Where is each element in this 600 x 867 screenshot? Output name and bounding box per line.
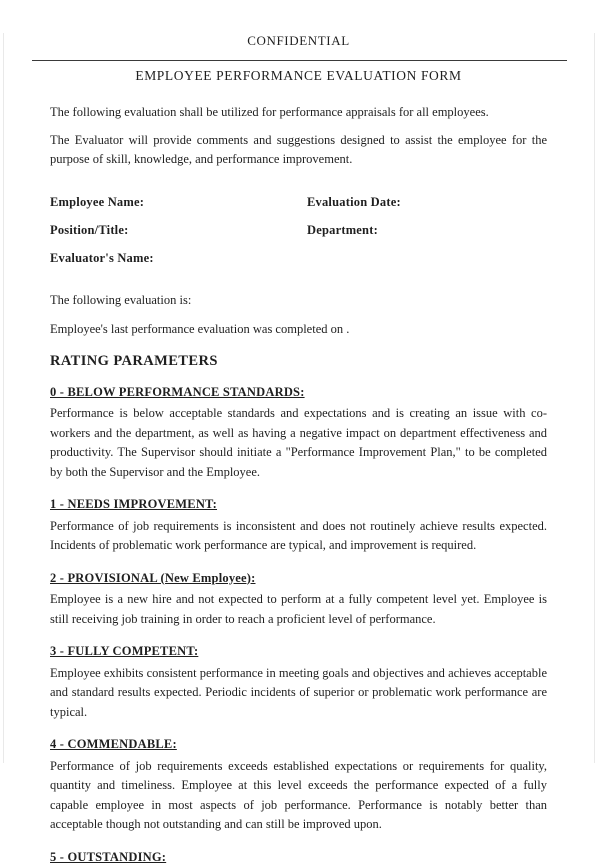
position-title-label: Position/Title: xyxy=(50,222,307,238)
employee-name-label: Employee Name: xyxy=(50,194,307,210)
rating-heading-4: 4 - COMMENDABLE: xyxy=(50,735,547,755)
field-row-3 xyxy=(50,250,547,266)
last-evaluation-statement: Employee's last performance evaluation was completed on . xyxy=(50,320,547,340)
evaluation-is-statement: The following evaluation is: xyxy=(50,291,547,311)
rating-parameters-header: RATING PARAMETERS xyxy=(50,352,547,370)
rating-heading-0: 0 - BELOW PERFORMANCE STANDARDS: xyxy=(50,383,547,403)
rating-heading-5: 5 - OUTSTANDING: xyxy=(50,848,547,867)
intro-paragraph-2: The Evaluator will provide comments and suggestions designed to assist the employee for the purpose of skill, knowledge, and performance improvement. xyxy=(50,131,547,170)
document-page xyxy=(0,33,600,763)
rating-section-0 xyxy=(50,383,547,483)
rating-body-3: Employee exhibits consistent performance in meeting goals and objectives and achieves acceptable and standard results expected. Periodic incidents of superior or problematic work performance are typical. xyxy=(50,664,547,723)
confidential-label: CONFIDENTIAL xyxy=(50,33,547,48)
field-row-1 xyxy=(50,194,547,210)
rating-heading-2: 2 - PROVISIONAL (New Employee): xyxy=(50,569,547,589)
rating-section-4 xyxy=(50,735,547,835)
document-content xyxy=(0,33,600,867)
rating-heading-3: 3 - FULLY COMPETENT: xyxy=(50,642,547,662)
rating-body-0: Performance is below acceptable standards and expectations and is creating an issue with co-workers and the department, as well as having a negative impact on department effectiveness and productivity. The Supervisor should initiate a "Performance Improvement Plan," to be completed by both the Supervisor and the Employee. xyxy=(50,404,547,482)
evaluation-date-label: Evaluation Date: xyxy=(307,194,401,210)
evaluator-name-label: Evaluator's Name: xyxy=(50,250,307,266)
document-title: EMPLOYEE PERFORMANCE EVALUATION FORM xyxy=(50,67,547,84)
form-fields xyxy=(50,194,547,266)
rating-section-2 xyxy=(50,569,547,630)
rating-body-1: Performance of job requirements is inconsistent and does not routinely achieve results expected. Incidents of problematic work performance are typical, and improvement is required. xyxy=(50,517,547,556)
rating-section-1 xyxy=(50,495,547,556)
rating-body-2: Employee is a new hire and not expected to perform at a fully competent level yet. Employee is still receiving job training in order to reach a proficient level of performance. xyxy=(50,590,547,629)
rating-heading-1: 1 - NEEDS IMPROVEMENT: xyxy=(50,495,547,515)
rating-section-5 xyxy=(50,848,547,867)
intro-paragraph-1: The following evaluation shall be utilized for performance appraisals for all employees. xyxy=(50,103,547,123)
rating-section-3 xyxy=(50,642,547,722)
field-row-2 xyxy=(50,222,547,238)
rating-body-4: Performance of job requirements exceeds established expectations or requirements for quality, quantity and timeliness. Employee at this level exceeds the performance expected of a fully capable employee in most aspects of job performance. Performance is notably better than acceptable though not outstanding and can still be improved upon. xyxy=(50,757,547,835)
department-label: Department: xyxy=(307,222,378,238)
